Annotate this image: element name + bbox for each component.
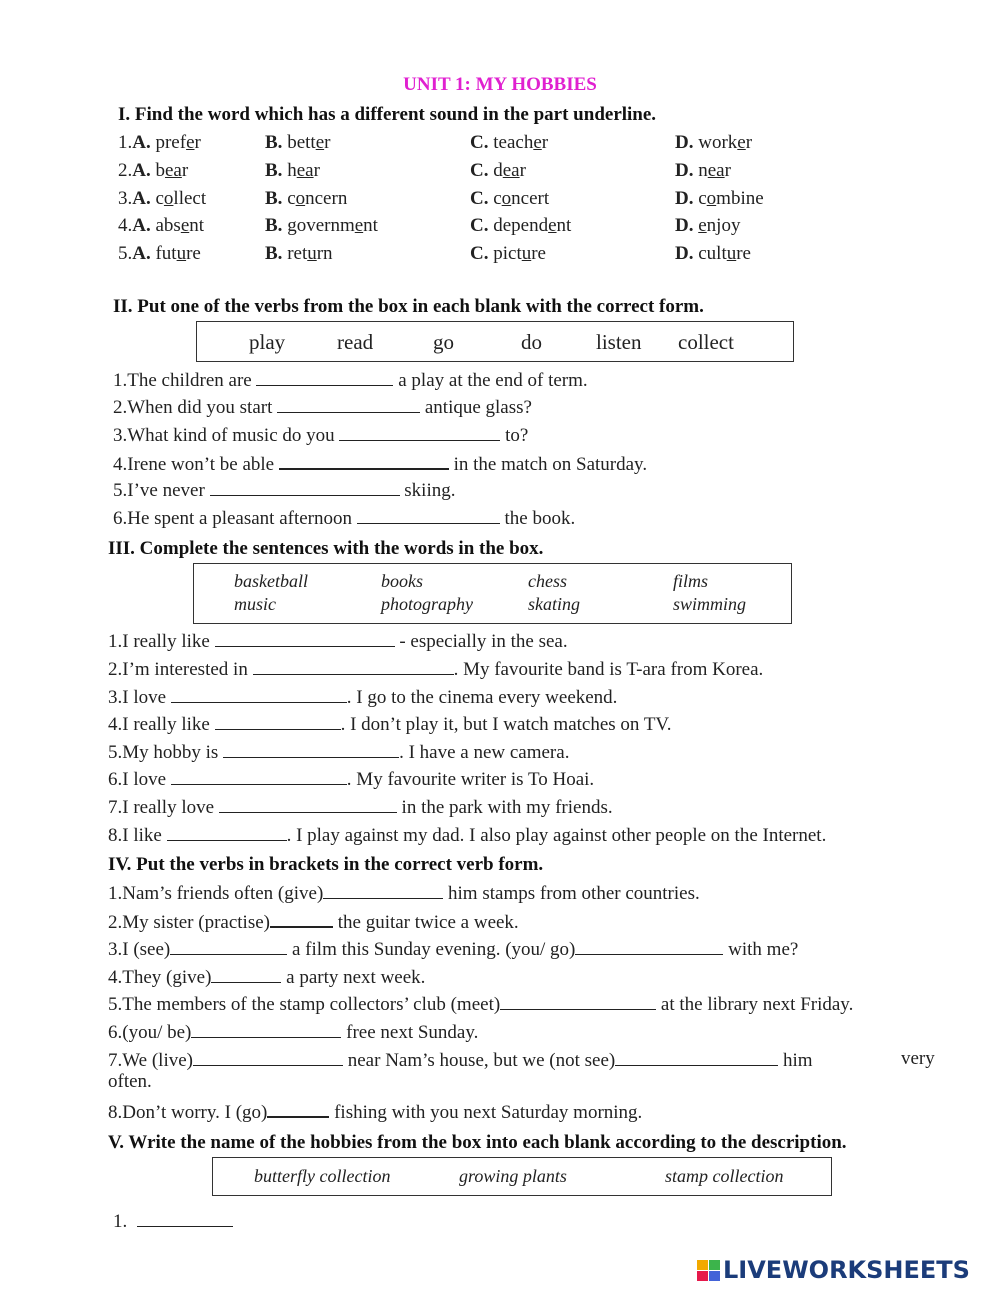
section-3-sentence: 5.My hobby is . I have a new camera. [108,742,570,763]
word-part: r [745,132,753,153]
underlined-sound: e [548,215,557,236]
answer-blank[interactable] [357,506,500,524]
section-3-sentence: 2.I’m interested in . My favourite band is T-ara from Korea. [108,659,764,680]
question-option[interactable] [118,215,204,241]
box-word: butterfly collection [254,1166,391,1186]
word-part: governm [287,215,355,236]
option-letter: C. [470,188,489,209]
underlined-sound: o [163,188,174,209]
question-option[interactable] [118,160,188,186]
question-option[interactable] [470,215,571,241]
underlined-sound: u [726,243,737,264]
hobby-name-box [212,1157,832,1196]
underlined-sound: ea [164,160,182,181]
answer-blank[interactable] [339,423,500,441]
word-part: r [519,160,526,181]
word-part: njoy [706,215,741,236]
option-letter: A. [132,132,151,153]
word-part: work [698,132,738,153]
word-part: nt [556,215,572,236]
section-4-sentence: 2.My sister (practise) the guitar twice a week. [108,909,519,935]
word-part: mbine [716,188,764,209]
word-part: depend [493,215,549,236]
section-2-sentence: 3.What kind of music do you to? [113,425,529,446]
word-part: re [186,243,201,264]
box-word: basketball [234,571,308,591]
underlined-sound: ea [296,160,314,181]
option-letter: D. [675,215,694,236]
section-2-sentence: 1.The children are a play at the end of term. [113,370,588,391]
option-letter: C. [470,243,489,264]
section-4-sentence: 4.They (give) a party next week. [108,967,426,988]
option-letter: C. [470,132,489,153]
underlined-sound: e [180,215,190,236]
section-4-sentence: 8.Don’t worry. I (go) fishing with you next Saturday morning. [108,1099,642,1125]
answer-blank[interactable] [277,395,420,413]
question-option[interactable] [118,243,201,269]
box-word: music [234,594,276,614]
word-part: ncern [305,188,348,209]
word-part: d [493,160,503,181]
option-letter: A. [132,188,151,209]
underlined-sound: o [501,188,512,209]
word-part: r [724,160,731,181]
word-part: b [155,160,165,181]
word-part: n [698,160,708,181]
underlined-sound: e [533,132,542,153]
question-option[interactable] [675,188,764,214]
underlined-sound: u [307,243,317,264]
underlined-sound: u [176,243,187,264]
answer-blank[interactable] [170,937,287,955]
word-part: llect [173,188,207,209]
word-part: abs [155,215,181,236]
answer-blank[interactable] [615,1048,778,1066]
section-4-sentence: 3.I (see) a film this Sunday evening. (you/ go) with me? [108,939,799,960]
question-option[interactable] [675,132,752,158]
question-option[interactable] [265,132,330,158]
box-word: stamp collection [665,1166,784,1186]
answer-blank[interactable] [279,451,449,470]
section-3-sentence: 7.I really love in the park with my friends. [108,797,613,818]
answer-blank[interactable] [223,740,399,758]
word-part: ncert [511,188,550,209]
answer-blank[interactable] [500,992,656,1010]
question-option[interactable] [470,188,549,214]
option-letter: D. [675,160,694,181]
question-number: 1. [118,132,133,153]
hobby-word-box [193,563,792,624]
option-letter: C. [470,215,489,236]
option-letter: D. [675,188,694,209]
word-part: cult [698,243,727,264]
section-2-heading: II. Put one of the verbs from the box in each blank with the correct form. [113,296,704,317]
section-4-sentence: 1.Nam’s friends often (give) him stamps from other countries. [108,883,700,904]
question-number: 5. [118,243,133,264]
option-letter: B. [265,160,283,181]
underlined-sound: e [698,215,707,236]
word-part: c [493,188,502,209]
box-word: skating [528,594,580,614]
word-part: fut [155,243,177,264]
section-4-sentence: 5.The members of the stamp collectors’ club (meet) at the library next Friday. [108,994,854,1015]
option-letter: B. [265,215,283,236]
box-word: go [433,330,454,354]
underlined-sound: o [706,188,717,209]
underlined-sound: o [295,188,306,209]
word-part: r [181,160,189,181]
box-word: do [521,330,542,354]
word-part: re [736,243,751,264]
question-option[interactable] [265,243,333,269]
option-letter: A. [132,160,151,181]
option-letter: A. [132,215,151,236]
question-option[interactable] [470,132,548,158]
question-option[interactable] [118,132,201,158]
question-option[interactable] [675,243,751,269]
box-word: read [337,330,374,354]
question-number: 2. [118,160,133,181]
word-part: r [194,132,201,153]
answer-blank[interactable] [171,767,347,785]
section-5-heading: V. Write the name of the hobbies from the box into each blank according to the description. [108,1132,847,1153]
section-3-sentence: 6.I love . My favourite writer is To Hoai. [108,769,595,790]
verb-word-box [196,321,794,362]
answer-blank[interactable] [323,881,443,899]
word-part: r [324,132,331,153]
box-word: collect [678,330,734,354]
section-4-sentence: 7.We (live) near Nam’s house, but we (not see) him [108,1050,813,1071]
section-3-sentence: 8.I like . I play against my dad. I also play against other people on the Internet. [108,825,827,846]
section-3-heading: III. Complete the sentences with the words in the box. [108,538,544,559]
word-part: nt [189,215,205,236]
word-part: bett [287,132,316,153]
answer-blank[interactable] [267,1099,329,1118]
word-part: pref [155,132,187,153]
section-2-sentence: 2.When did you start antique glass? [113,397,532,418]
word-part: r [541,132,549,153]
section-4-sentence-wrap: often. [108,1071,152,1092]
question-option[interactable] [675,160,731,186]
answer-blank[interactable] [171,685,347,703]
question-option[interactable] [265,160,320,186]
box-word: listen [596,330,642,354]
box-word: play [249,330,286,354]
answer-blank[interactable] [210,478,400,496]
answer-blank[interactable] [575,937,723,955]
box-word: swimming [673,594,747,614]
word-part: c [155,188,164,209]
answer-blank[interactable] [256,368,393,386]
section-3-sentence: 3.I love . I go to the cinema every weekend. [108,687,618,708]
box-word: books [381,571,423,591]
underlined-sound: e [354,215,364,236]
box-word: chess [528,571,567,591]
question-number: 3. [118,188,133,209]
option-letter: D. [675,132,694,153]
word-part: ret [287,243,308,264]
underlined-sound: e [186,132,195,153]
section-4-sentence: 6.(you/ be) free next Sunday. [108,1022,479,1043]
underlined-sound: u [521,243,532,264]
section-3-sentence: 1.I really like - especially in the sea. [108,631,568,652]
answer-blank[interactable] [193,1048,343,1066]
answer-blank[interactable] [215,629,395,647]
option-letter: B. [265,132,283,153]
section-3-sentence: 4.I really like . I don’t play it, but I watch matches on TV. [108,714,672,735]
box-word: films [673,571,709,591]
answer-blank[interactable] [253,657,454,675]
section-1-heading: I. Find the word which has a different sound in the part underline. [118,104,657,125]
option-letter: B. [265,188,283,209]
section-2-sentence: 5.I’ve never skiing. [113,480,456,501]
logo-icon [697,1260,721,1282]
word-part: r [313,160,320,181]
question-option[interactable] [470,243,546,269]
option-letter: A. [132,243,151,264]
word-part: pict [493,243,522,264]
section-4-sentence-tail: very [901,1048,935,1069]
answer-blank[interactable] [137,1209,233,1227]
section-2-sentence: 6.He spent a pleasant afternoon the book. [113,508,576,529]
option-letter: C. [470,160,489,181]
question-option[interactable] [470,160,526,186]
word-part: c [287,188,296,209]
question-option[interactable] [675,215,740,241]
answer-blank[interactable] [191,1020,341,1038]
underlined-sound: ea [707,160,725,181]
box-word: photography [381,594,473,614]
underlined-sound: ea [502,160,520,181]
logo-text: LIVEWORKSHEETS [723,1256,970,1284]
answer-blank[interactable] [215,712,341,730]
answer-blank[interactable] [270,909,333,928]
word-part: rn [316,243,333,264]
option-letter: B. [265,243,283,264]
word-part: re [531,243,546,264]
option-letter: D. [675,243,694,264]
page-title: UNIT 1: MY HOBBIES [403,74,597,95]
section-2-sentence: 4.Irene won’t be able in the match on Saturday. [113,451,647,477]
underlined-sound: e [315,132,325,153]
word-part: c [698,188,707,209]
answer-blank[interactable] [167,823,287,841]
underlined-sound: e [737,132,746,153]
answer-blank[interactable] [219,795,397,813]
word-part: teach [493,132,534,153]
section-5-item: 1. [113,1209,233,1235]
word-part: nt [363,215,378,236]
question-option[interactable] [118,188,206,214]
word-part: h [287,160,297,181]
question-option[interactable] [265,188,347,214]
box-word: growing plants [459,1166,567,1186]
answer-blank[interactable] [211,965,281,983]
question-number: 4. [118,215,133,236]
question-option[interactable] [265,215,378,241]
section-4-heading: IV. Put the verbs in brackets in the correct verb form. [108,854,544,875]
